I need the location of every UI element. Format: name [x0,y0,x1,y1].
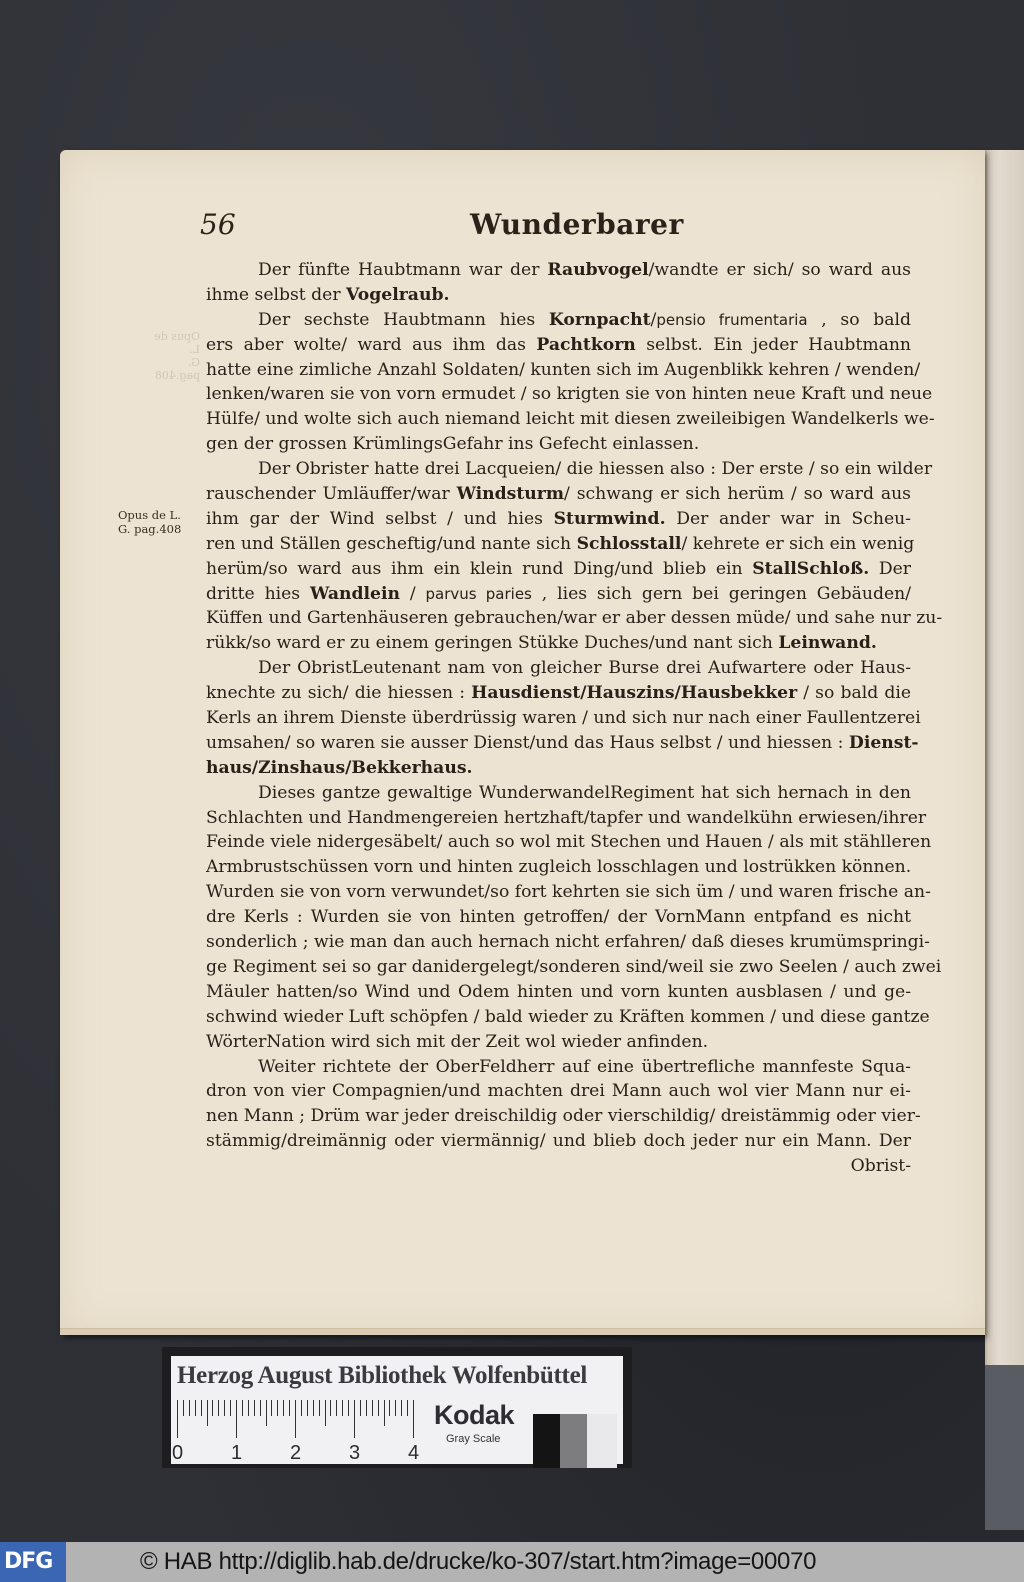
text-run: rükk/so ward er zu einem geringen Stükke Duches/und nant sich [206,633,779,654]
text-line [206,980,911,1005]
ruler-tick [372,1400,373,1416]
ruler-tick [413,1400,414,1438]
text-line [206,706,921,731]
ruler-tick [313,1400,314,1416]
text-line [206,930,930,955]
ruler-tick [395,1400,396,1416]
ruler-tick [389,1400,390,1416]
text-run: / [399,583,426,604]
text-run: / [650,309,657,330]
ruler-tick [277,1400,278,1416]
text-line [206,756,911,781]
ruler-tick [283,1400,284,1416]
emphasized-term: Dienst- [848,732,919,753]
text-line [206,358,921,383]
text-run: rauschender Umläuffer/war [206,484,457,505]
text-line [206,1055,911,1080]
text-run: dritte hies [206,583,311,604]
text-line [206,830,932,855]
text-run: ihm gar der Wind selbst / und hies [206,508,554,529]
text-run: ihme selbst der [206,284,347,305]
ruler-tick [301,1400,302,1416]
emphasized-term: Windsturm [456,484,565,505]
emphasized-term: haus/Zinshaus/Bekkerhaus. [206,757,473,778]
text-line [206,557,911,582]
text-run: , lies sich gern bei geringen Gebäuden/ [531,583,912,604]
text-run: dron von vier Compagnien/und machten drei Mann auch wol vier Mann nur ei- [206,1081,911,1102]
ruler-tick [366,1400,367,1416]
text-run: dre Kerls : Wurden sie von hinten getroffen/ der VornMann entpfand es nicht [206,907,911,928]
text-line [206,781,911,806]
text-run: Mäuler hatten/so Wind und Odem hinten und vorn kunten ausblasen / und ge- [206,981,911,1002]
ruler-tick [266,1400,267,1426]
ruler-tick [230,1400,231,1416]
ruler-tick [260,1400,261,1416]
ruler-tick [212,1400,213,1416]
ruler-tick [295,1400,296,1438]
text-line [206,880,931,905]
ruler-tick [289,1400,290,1416]
marginal-note [118,508,210,536]
text-run: / schwang er sich herüm / so ward aus [564,484,911,505]
ruler-tick [201,1400,202,1416]
ruler-tick [348,1400,349,1416]
text-run: Obrist- [850,1156,911,1177]
ruler-tick [384,1400,385,1426]
text-line [206,1030,911,1055]
ruler-tick [224,1400,225,1416]
ruler-label: 0 [172,1442,184,1464]
bleed-through-note: Opus de L. G. pag.408 [154,330,200,382]
text-run: gen der grossen KrümlingsGefahr ins Gefecht einlassen. [206,434,700,455]
emphasized-term: Kornpacht [548,309,651,330]
ruler-tick [248,1400,249,1416]
text-line [206,606,943,631]
ruler-tick [342,1400,343,1416]
text-line [206,482,911,507]
facing-page-shadow [985,1365,1024,1530]
text-run: Feinde viele nidergesäbelt/ auch so wol mit Stechen und Hauen / als mit stählleren [206,832,932,853]
ruler-tick [401,1400,402,1416]
gray-swatch-mid [560,1414,587,1468]
text-line [206,1104,921,1129]
text-run: Der fünfte Haubtmann war der [258,260,548,280]
ruler-tick [336,1400,337,1416]
text-run: , so bald [807,309,911,330]
ruler-tick [177,1400,178,1438]
text-run: / kehrete er sich ein wenig [681,533,915,554]
ruler-tick [407,1400,408,1416]
ruler-tick [207,1400,208,1426]
ruler-tick [195,1400,196,1416]
text-run: Wurden sie von vorn verwundet/so fort kehrten sie sich üm / und waren frische an- [206,882,931,903]
text-line [206,631,911,656]
text-run: Weiter richtete der OberFeldherr auf eine übertrefliche mannfeste Squa- [258,1056,911,1077]
gray-swatch-white [587,1414,617,1468]
text-run: Kerls an ihrem Dienste überdrüssig waren / und sich nur nach einer Faullentzerei [206,708,921,729]
text-run: Der [869,558,912,579]
text-line [206,283,911,308]
text-line [206,656,911,681]
ruler-label: 4 [408,1442,420,1464]
ruler-tick [378,1400,379,1416]
ruler-tick [236,1400,237,1438]
text-line [206,905,911,930]
ruler-tick [271,1400,272,1416]
text-line [206,457,933,482]
page-header [200,208,930,248]
ruler-tick [254,1400,255,1416]
text-run: Dieses gantze gewaltige WunderwandelRegiment hat sich hernach in den [258,782,911,803]
text-line [206,407,935,432]
text-run: stämmig/dreimännig oder viermännig/ und blieb doch jeder nur ein Mann. Der [206,1131,911,1152]
marginal-note-line: G. pag.408 [118,522,182,536]
emphasized-term: Hausdienst/Hauszins/Hausbekker [471,683,798,704]
text-run: nen Mann ; Drüm war jeder dreischildig oder vierschildig/ dreistämmig oder vier- [206,1106,921,1127]
ruler-tick [330,1400,331,1416]
text-line [206,681,911,706]
text-line [206,308,911,333]
scale-ruler [172,1400,422,1464]
text-run: Der ander war in Scheu- [665,508,911,529]
text-line [206,382,933,407]
text-run: ge Regiment sei so gar danidergelegt/sonderen sind/weil sie zwo Seelen / auch zwei [206,956,942,977]
emphasized-term: Wandlein [310,583,400,604]
text-line [206,582,911,607]
text-run: / so bald die [797,683,911,704]
latin-phrase: pensio frumentaria [656,310,808,329]
calibration-card [162,1347,632,1468]
emphasized-term: Sturmwind. [553,508,666,529]
gray-swatch-black [533,1414,560,1468]
dfg-logo: DFG [0,1542,66,1582]
emphasized-term: Raubvogel [547,260,649,280]
text-line [206,258,911,283]
text-run: lenken/waren sie von vorn ermudet / so krigten sie von hinten neue Kraft und neue [206,384,933,405]
body-text [206,258,943,1179]
gray-scale-label: Gray Scale [446,1433,501,1445]
text-line [206,432,911,457]
text-run: Hülfe/ und wolte sich auch niemand leicht mit diesen zweileibigen Wandelkerls we- [206,409,935,430]
emphasized-term: Leinwand. [778,633,877,654]
calibration-card-face [171,1356,623,1464]
ruler-tick [325,1400,326,1426]
text-run: WörterNation wird sich mit der Zeit wol wieder anfinden. [206,1031,709,1052]
text-run: /wandte er sich/ so ward aus [648,260,912,280]
text-run: umsahen/ so waren sie ausser Dienst/und das Haus selbst / und hiessen : [206,732,849,753]
emphasized-term: Vogelraub. [346,284,450,305]
text-line [206,955,942,980]
emphasized-term: Schlosstall [576,533,682,554]
facing-page-edge [985,150,1024,1365]
text-run: hatte eine zimliche Anzahl Soldaten/ kunten sich im Augenblikk kehren / wenden/ [206,359,921,380]
emphasized-term: StallSchloß. [752,558,870,579]
text-line [206,507,911,532]
ruler-tick [183,1400,184,1416]
marginal-note-line: Opus de L. [118,508,181,522]
text-run: Der ObristLeutenant nam von gleicher Burse drei Aufwartere oder Haus- [258,658,911,679]
text-line [206,855,911,880]
text-line [206,333,911,358]
text-run: schwind wieder Luft schöpfen / bald wieder zu Kräften kommen / und diese gantze [206,1006,930,1027]
text-run: Armbrustschüssen vorn und hinten zugleich losschlagen und lostrükken können. [206,857,912,878]
emphasized-term: Pachtkorn [536,334,636,355]
text-run: Der sechste Haubtmann hies [258,309,549,330]
page-number: 56 [200,208,236,241]
ruler-tick [354,1400,355,1438]
ruler-tick [189,1400,190,1416]
ruler-tick [360,1400,361,1416]
text-line [206,1129,911,1154]
text-line [206,731,919,756]
latin-phrase: parvus paries [425,584,532,603]
text-run: Küffen und Gartenhäuseren gebrauchen/war er aber dessen müde/ und sahe nur zu- [206,608,943,629]
copyright-link[interactable]: © HAB http://diglib.hab.de/drucke/ko-307/start.htm?image=00070 [140,1548,817,1575]
text-run: selbst. Ein jeder Haubtmann [635,334,912,355]
ruler-tick [307,1400,308,1416]
ruler-tick [218,1400,219,1416]
text-line [206,1005,930,1030]
library-name: Herzog August Bibliothek Wolfenbüttel [177,1362,588,1389]
text-run: ren und Ställen gescheftig/und nante sich [206,533,577,554]
text-line [206,1154,911,1179]
text-line [206,806,927,831]
ruler-label: 2 [290,1442,302,1464]
text-run: Der Obrister hatte drei Lacqueien/ die hiessen also : Der erste / so ein wilder [258,459,933,480]
ruler-label: 3 [349,1442,361,1464]
text-run: knechte zu sich/ die hiessen : [206,683,472,704]
text-run: sonderlich ; wie man dan auch hernach nicht erfahren/ daß dieses krumümspringi- [206,932,930,953]
text-line [206,532,915,557]
ruler-label: 1 [231,1442,243,1464]
text-line [206,1079,911,1104]
footer-bar [0,1542,1024,1582]
kodak-logo: Kodak [434,1400,515,1430]
running-title: Wunderbarer [470,208,684,241]
text-run: Schlachten und Handmengereien hertzhaft/tapfer und wandelkühn erwiesen/ihrer [206,807,927,828]
ruler-tick [242,1400,243,1416]
ruler-tick [319,1400,320,1416]
text-run: ers aber wolte/ ward aus ihm das [206,334,537,355]
text-run: herüm/so ward aus ihm ein klein rund Ding/und blieb ein [206,558,753,579]
